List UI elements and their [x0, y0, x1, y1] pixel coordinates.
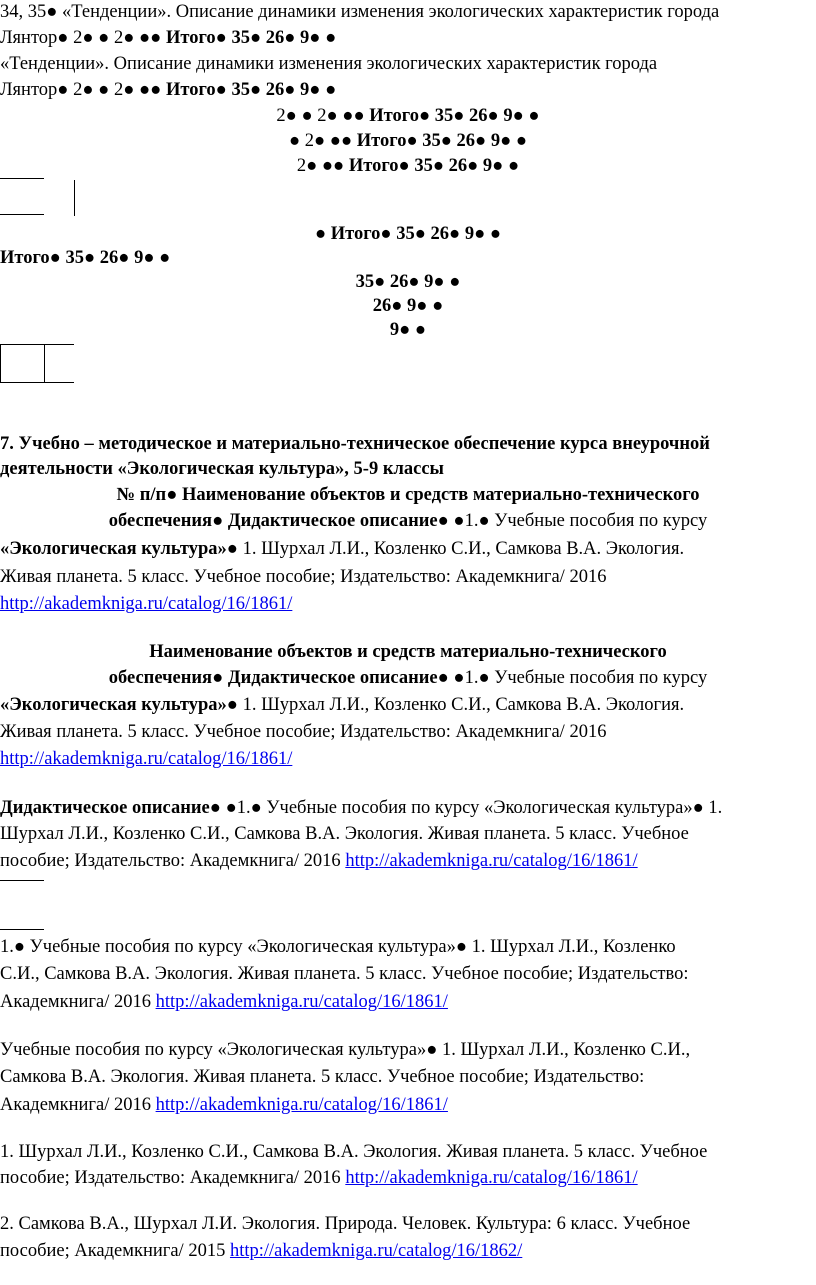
- text-line: пособие; Издательство: Академкнига/ 2016 http://akademkniga.ru/catalog/16/1861/: [0, 1168, 638, 1188]
- text-line: Академкнига/ 2016 http://akademkniga.ru/catalog/16/1861/: [0, 992, 448, 1012]
- text-line: ● 2● ●● Итого● 35● 26● 9● ●: [288, 131, 528, 151]
- text-line: Лянтор● 2● ● 2● ●● Итого● 35● 26● 9● ●: [0, 80, 337, 100]
- section-heading: 7. Учебно – методическое и материально-техническое обеспечение курса внеурочной: [0, 434, 710, 454]
- text-line: Живая планета. 5 класс. Учебное пособие; Издательство: Академкнига/ 2016: [0, 567, 607, 587]
- text-line: Дидактическое описание● ●1.● Учебные пособия по курсу «Экологическая культура»● 1.: [0, 798, 723, 818]
- text-line: 2● ●● Итого● 35● 26● 9● ●: [296, 156, 520, 176]
- catalog-link[interactable]: http://akademkniga.ru/catalog/16/1861/: [0, 749, 293, 769]
- text-line: 9● ●: [389, 320, 427, 340]
- text-line: обеспечения● Дидактическое описание● ●1.● Учебные пособия по курсу: [108, 668, 708, 688]
- catalog-link[interactable]: http://akademkniga.ru/catalog/16/1861/: [155, 1095, 448, 1115]
- text-line: «Экологическая культура»● 1. Шурхал Л.И., Козленко С.И., Самкова В.А. Экология.: [0, 695, 685, 715]
- catalog-link[interactable]: http://akademkniga.ru/catalog/16/1862/: [229, 1241, 523, 1261]
- section-heading: деятельности «Экологическая культура», 5-9 классы: [0, 459, 444, 479]
- table-rule: [74, 180, 75, 216]
- catalog-link[interactable]: http://akademkniga.ru/catalog/16/1861/: [345, 851, 638, 871]
- text-line: 34, 35● «Тенденции». Описание динамики изменения экологических характеристик города: [0, 2, 720, 22]
- table-rule: [0, 880, 44, 881]
- text-line: Учебные пособия по курсу «Экологическая культура»● 1. Шурхал Л.И., Козленко С.И.,: [0, 1040, 691, 1060]
- text-line: «Тенденции». Описание динамики изменения экологических характеристик города: [0, 54, 658, 74]
- text-line: «Экологическая культура»● 1. Шурхал Л.И., Козленко С.И., Самкова В.А. Экология.: [0, 539, 685, 559]
- table-rule: [0, 344, 74, 345]
- text-line: Живая планета. 5 класс. Учебное пособие; Издательство: Академкнига/ 2016: [0, 722, 607, 742]
- catalog-link[interactable]: http://akademkniga.ru/catalog/16/1861/: [155, 992, 448, 1012]
- text-line: Шурхал Л.И., Козленко С.И., Самкова В.А. Экология. Живая планета. 5 класс. Учебное: [0, 824, 689, 844]
- text-line: Лянтор● 2● ● 2● ●● Итого● 35● 26● 9● ●: [0, 28, 337, 48]
- text-line: Самкова В.А. Экология. Живая планета. 5 класс. Учебное пособие; Издательство:: [0, 1067, 645, 1087]
- text-line: 2. Самкова В.А., Шурхал Л.И. Экология. Природа. Человек. Культура: 6 класс. Учебное: [0, 1214, 691, 1234]
- table-rule: [0, 214, 44, 215]
- table-rule: [0, 929, 44, 930]
- text-line: пособие; Издательство: Академкнига/ 2016 http://akademkniga.ru/catalog/16/1861/: [0, 851, 638, 871]
- text-line: С.И., Самкова В.А. Экология. Живая планета. 5 класс. Учебное пособие; Издательство:: [0, 964, 689, 984]
- table-rule: [0, 344, 1, 382]
- text-line: пособие; Академкнига/ 2015 http://akademkniga.ru/catalog/16/1862/: [0, 1241, 523, 1261]
- text-line: обеспечения● Дидактическое описание● ●1.● Учебные пособия по курсу: [108, 511, 708, 531]
- text-line: № п/п● Наименование объектов и средств материально-технического: [116, 485, 700, 505]
- table-rule: [0, 178, 44, 179]
- table-rule: [0, 382, 74, 383]
- text-line: 1. Шурхал Л.И., Козленко С.И., Самкова В.А. Экология. Живая планета. 5 класс. Учебное: [0, 1142, 708, 1162]
- text-line: 35● 26● 9● ●: [355, 272, 461, 292]
- text-line: Академкнига/ 2016 http://akademkniga.ru/catalog/16/1861/: [0, 1095, 448, 1115]
- catalog-link[interactable]: http://akademkniga.ru/catalog/16/1861/: [0, 594, 293, 614]
- text-line: 1.● Учебные пособия по курсу «Экологическая культура»● 1. Шурхал Л.И., Козленко: [0, 937, 676, 957]
- text-line: 2● ● 2● ●● Итого● 35● 26● 9● ●: [276, 106, 540, 126]
- text-line: 26● 9● ●: [372, 296, 444, 316]
- text-line: Итого● 35● 26● 9● ●: [0, 248, 171, 268]
- text-line: Наименование объектов и средств материально-технического: [149, 642, 667, 662]
- table-rule: [44, 344, 45, 382]
- catalog-link[interactable]: http://akademkniga.ru/catalog/16/1861/: [345, 1168, 638, 1188]
- text-line: ● Итого● 35● 26● 9● ●: [314, 224, 502, 244]
